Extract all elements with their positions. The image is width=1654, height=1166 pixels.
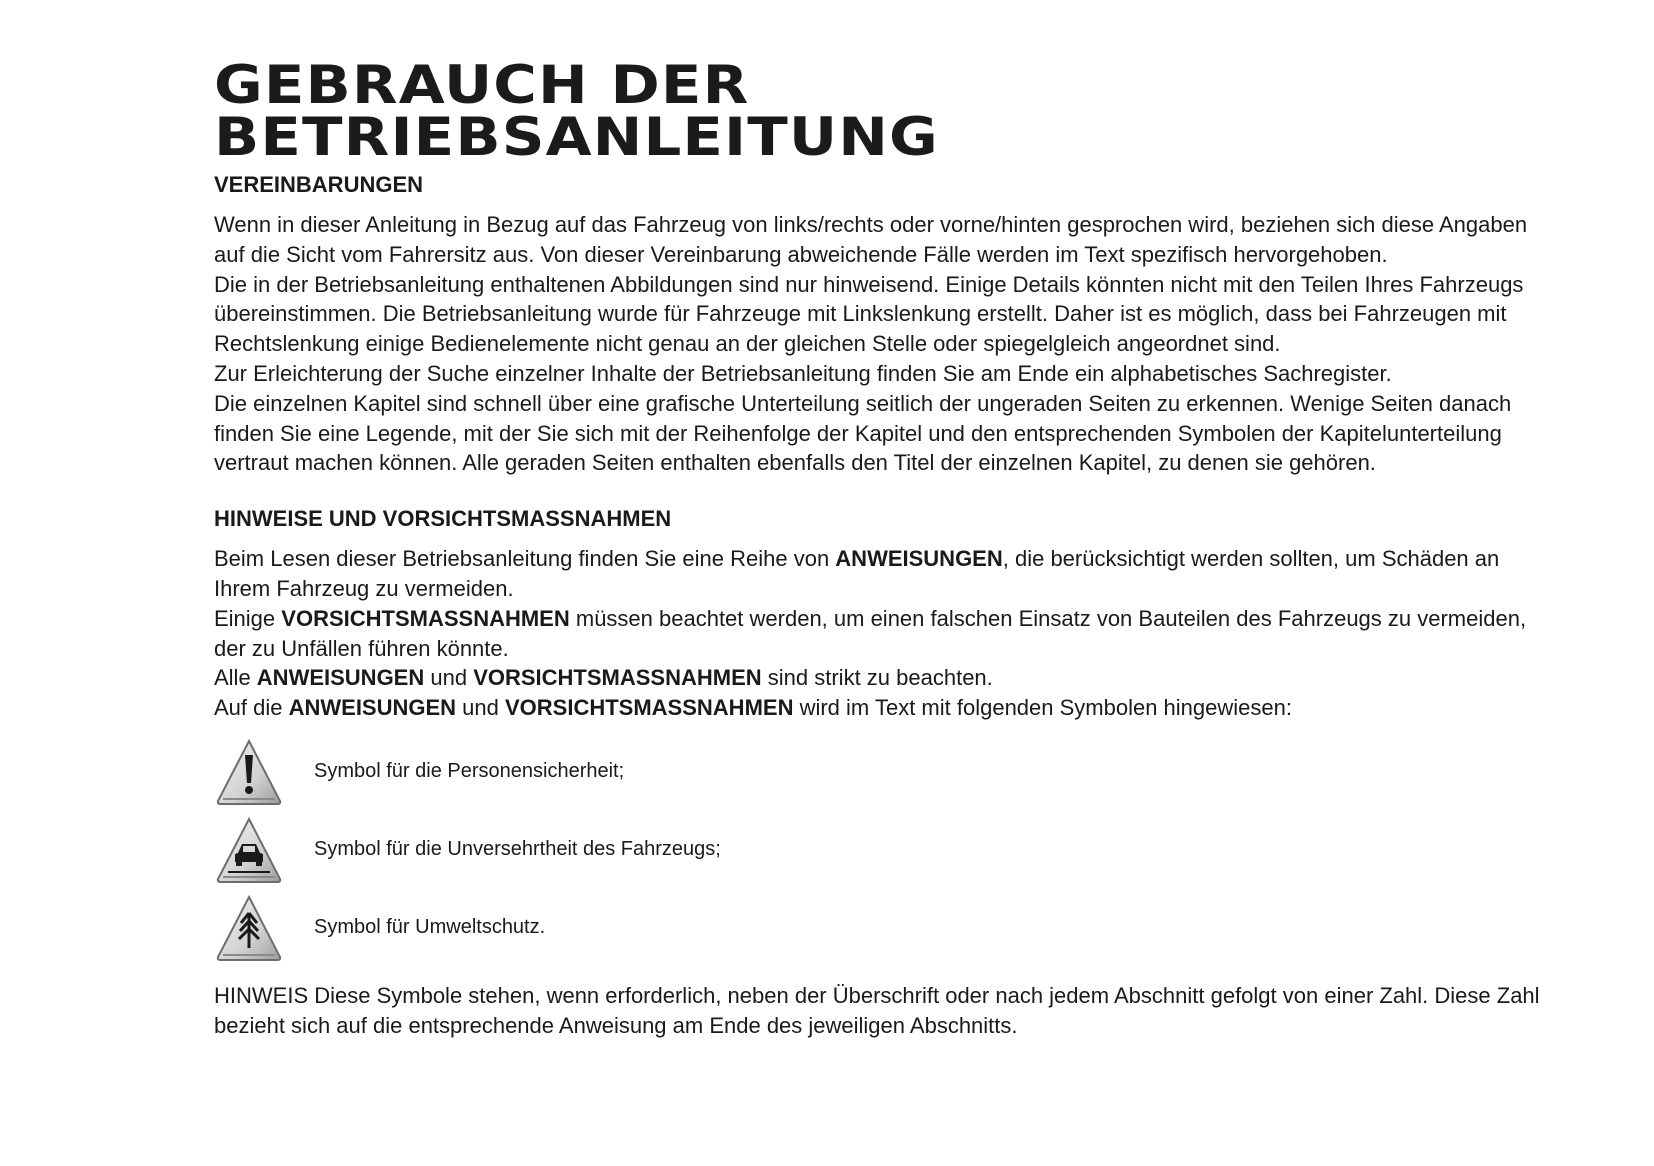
text-run: Auf die [214, 695, 289, 721]
paragraph: Die einzelnen Kapitel sind schnell über eine grafische Unterteilung seitlich der ungeraden Seiten zu erkennen. Wenige Seiten danach finden Sie eine Legende, mit der Sie sich mit der Reihenfolge der Kapitel und den entsprechenden Symbolen der Kapitelunterteilung vertraut machen können. Alle geraden Seiten enthalten ebenfalls den Titel der einzelnen Kapitel, zu denen sie gehören. [214, 390, 1512, 476]
warning-exclamation-icon [214, 737, 284, 807]
page-title-line-1: GEBRAUCH DER [214, 55, 750, 116]
text-run: und [456, 695, 505, 721]
text-run: wird im Text mit folgenden Symbolen hingewiesen: [793, 695, 1292, 721]
symbol-row [214, 811, 1544, 889]
paragraph: Zur Erleichterung der Suche einzelner Inhalte der Betriebsanleitung finden Sie am Ende ein alphabetisches Sachregister. [214, 360, 1392, 386]
environment-tree-icon [214, 893, 284, 963]
page-title-line-2: BETRIEBSANLEITUNG [214, 107, 939, 168]
paragraph [214, 544, 1544, 604]
text-run: Alle [214, 665, 257, 691]
text-run: und [424, 665, 474, 691]
section-body-hinweise [214, 544, 1544, 1040]
bold-term: ANWEISUNGEN [835, 546, 1003, 572]
bold-term: VORSICHTSMASSNAHMEN [505, 695, 794, 721]
text-run: Beim Lesen dieser Betriebsanleitung finden Sie eine Reihe von [214, 546, 836, 572]
document-page [214, 55, 1544, 1041]
bold-term: VORSICHTSMASSNAHMEN [281, 605, 570, 631]
text-run: sind strikt zu beachten. [761, 665, 993, 691]
page-title [214, 55, 1654, 168]
section-heading-hinweise: HINWEISE UND VORSICHTSMASSNAHMEN [214, 506, 672, 532]
symbol-label: Symbol für die Unversehrtheit des Fahrzeugs; [314, 838, 721, 861]
paragraph: Die in der Betriebsanleitung enthaltenen Abbildungen sind nur hinweisend. Einige Details könnten nicht mit den Teilen Ihres Fahrzeugs übereinstimmen. Die Betriebsanleitung wurde für Fahrzeuge mit Linkslenkung erstellt. Daher ist es möglich, dass bei Fahrzeugen mit Rechtslenkung einige Bedienelemente nicht genau an der gleichen Stelle oder spiegelgleich angeordnet sind. [214, 271, 1524, 357]
text-run: Einige [214, 605, 282, 631]
text-run: müssen beachtet werden, um einen falschen Einsatz von Bauteilen des Fahrzeugs zu vermeiden, der zu Unfällen führen könnte. [214, 605, 1527, 661]
section-body-vereinbarungen [214, 210, 1544, 478]
section-heading-vereinbarungen: VEREINBARUNGEN [214, 172, 424, 197]
symbol-list [214, 733, 1544, 967]
vehicle-safety-icon [214, 815, 284, 885]
paragraph: Wenn in dieser Anleitung in Bezug auf das Fahrzeug von links/rechts oder vorne/hinten gesprochen wird, beziehen sich diese Angaben auf die Sicht vom Fahrersitz aus. Von dieser Vereinbarung abweichende Fälle werden im Text spezifisch hervorgehoben. [214, 212, 1528, 267]
paragraph [214, 604, 1544, 664]
symbol-row [214, 733, 1544, 811]
bold-term: ANWEISUNGEN [288, 695, 457, 721]
note-paragraph: HINWEIS Diese Symbole stehen, wenn erforderlich, neben der Überschrift oder nach jedem Abschnitt gefolgt von einer Zahl. Diese Zahl bezieht sich auf die entsprechende Anweisung am Ende des jeweiligen Abschnitts. [214, 982, 1540, 1038]
bold-term: ANWEISUNGEN [256, 665, 425, 691]
text-run: , die berücksichtigt werden sollten, um Schäden an Ihrem Fahrzeug zu vermeiden. [214, 546, 1500, 601]
symbol-row [214, 889, 1544, 967]
bold-term: VORSICHTSMASSNAHMEN [473, 665, 762, 691]
paragraph [214, 693, 1544, 723]
symbol-label: Symbol für die Personensicherheit; [314, 760, 625, 783]
symbol-label: Symbol für Umweltschutz. [314, 916, 546, 939]
paragraph [214, 663, 1544, 693]
